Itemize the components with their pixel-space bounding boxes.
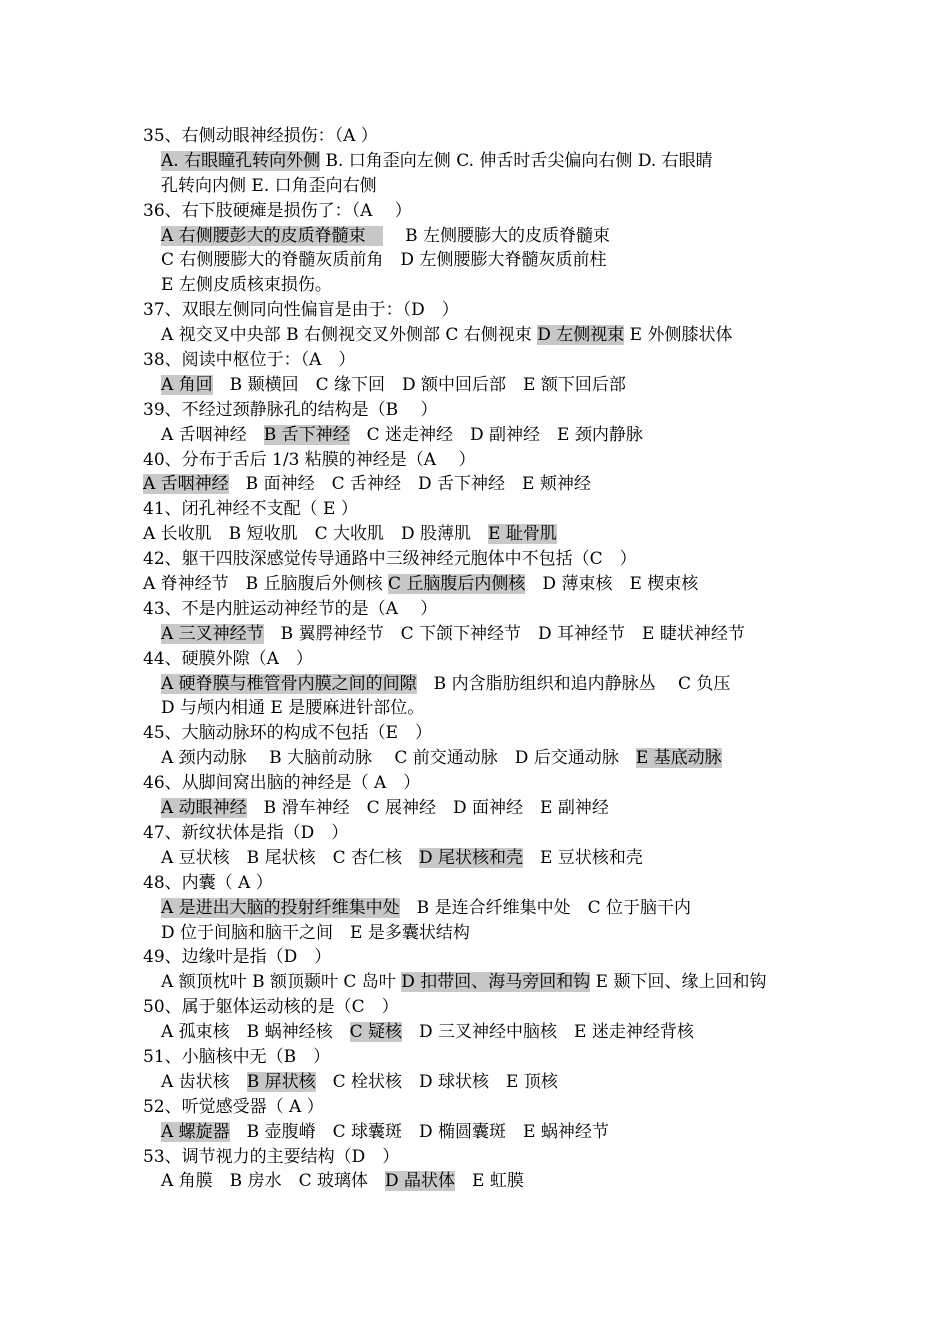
text-line: [143, 224, 813, 249]
text-line: [143, 373, 813, 398]
text-segment: B 滑车神经 C 展神经 D 面神经 E 副神经: [246, 798, 609, 819]
text-segment: C 迷走神经 D 副神经 E 颈内静脉: [349, 424, 643, 445]
text-line: [143, 970, 813, 995]
text-line: [143, 696, 813, 721]
highlighted-answer: C 丘脑腹后内侧核: [387, 574, 526, 595]
text-segment: C 右侧腰膨大的脊髓灰质前角 D 左侧腰膨大脊髓灰质前柱: [161, 250, 607, 271]
text-segment: B. 口角歪向左侧 C. 伸舌时舌尖偏向右侧 D. 右眼睛: [320, 150, 713, 171]
text-segment: A 长收肌 B 短收肌 C 大收肌 D 股薄肌: [143, 524, 489, 545]
text-segment: E 颞下回、缘上回和钩: [590, 972, 767, 993]
text-line: [143, 1070, 813, 1095]
highlighted-answer: A 螺旋器: [161, 1121, 230, 1142]
text-segment: B 面神经 C 舌神经 D 舌下神经 E 颊神经: [228, 474, 591, 495]
text-line: [143, 672, 813, 697]
text-line: [143, 323, 813, 348]
text-segment: A 齿状核: [161, 1071, 247, 1092]
highlighted-answer: A 硬脊膜与椎管骨内膜之间的间隙: [161, 673, 417, 694]
text-segment: C 栓状核 D 球状核 E 顶核: [315, 1071, 558, 1092]
text-segment: A 脊神经节 B 丘脑腹后外侧核: [143, 574, 388, 595]
text-segment: E 虹膜: [455, 1171, 524, 1192]
text-segment: 47、新纹状体是指（D ）: [143, 822, 349, 843]
text-line: [143, 622, 813, 647]
text-segment: A 舌咽神经: [161, 424, 264, 445]
text-line: [143, 597, 813, 622]
text-segment: B 左侧腰膨大的皮质脊髓束: [382, 225, 610, 246]
text-segment: 42、躯干四肢深感觉传导通路中三级神经元胞体中不包括（C ）: [143, 549, 637, 570]
text-segment: E 左侧皮质核束损伤。: [161, 275, 332, 296]
highlighted-answer: C 疑核: [349, 1022, 402, 1043]
highlighted-answer: B 舌下神经: [263, 424, 350, 445]
highlighted-answer: B 屏状核: [246, 1071, 316, 1092]
highlighted-answer: E 基底动脉: [635, 748, 722, 769]
text-segment: 51、小脑核中无（B ）: [143, 1046, 331, 1067]
highlighted-answer: A 是进出大脑的投射纤维集中处: [161, 897, 400, 918]
text-line: [143, 248, 813, 273]
text-segment: 37、双眼左侧同向性偏盲是由于：（D ）: [143, 300, 459, 321]
text-line: [143, 1145, 813, 1170]
text-segment: B 壶腹嵴 C 球囊斑 D 椭圆囊斑 E 蜗神经节: [229, 1121, 609, 1142]
text-line: [143, 871, 813, 896]
text-line: [143, 846, 813, 871]
text-line: [143, 497, 813, 522]
text-segment: A 角膜 B 房水 C 玻璃体: [161, 1171, 385, 1192]
text-segment: 38、阅读中枢位于：（A ）: [143, 350, 356, 371]
text-segment: E 豆状核和壳: [523, 847, 643, 868]
text-segment: 52、听觉感受器（ A ）: [143, 1096, 324, 1117]
highlighted-answer: D 尾状核和壳: [419, 847, 524, 868]
text-line: [143, 746, 813, 771]
text-line: [143, 1045, 813, 1070]
highlighted-answer: D 左侧视束: [537, 325, 625, 346]
text-line: [143, 348, 813, 373]
text-line: [143, 1095, 813, 1120]
text-line: [143, 796, 813, 821]
text-segment: A 视交叉中央部 B 右侧视交叉外侧部 C 右侧视束: [161, 325, 538, 346]
text-segment: 孔转向内侧 E. 口角歪向右侧: [161, 175, 377, 196]
text-line: [143, 199, 813, 224]
text-line: [143, 547, 813, 572]
text-line: [143, 124, 813, 149]
text-segment: D 与颅内相通 E 是腰麻进针部位。: [161, 698, 425, 719]
text-segment: 46、从脚间窝出脑的神经是（ A ）: [143, 773, 421, 794]
text-line: [143, 1120, 813, 1145]
highlighted-answer: A 动眼神经: [161, 798, 247, 819]
highlighted-answer: A 右侧腰彭大的皮质脊髓束: [161, 225, 383, 246]
text-segment: D 位于间脑和脑干之间 E 是多囊状结构: [161, 922, 470, 943]
highlighted-answer: A 舌咽神经: [143, 474, 229, 495]
text-segment: 49、边缘叶是指（D ）: [143, 947, 332, 968]
text-segment: D 三叉神经中脑核 E 迷走神经背核: [402, 1022, 694, 1043]
highlighted-answer: A 三叉神经节: [161, 623, 264, 644]
text-segment: 39、不经过颈静脉孔的结构是（B ）: [143, 399, 438, 420]
text-line: [143, 273, 813, 298]
text-line: [143, 298, 813, 323]
text-segment: 40、分布于舌后 1/3 粘膜的神经是（A ）: [143, 449, 476, 470]
text-line: [143, 572, 813, 597]
text-line: [143, 1169, 813, 1194]
highlighted-answer: D 晶状体: [385, 1171, 456, 1192]
text-segment: 53、调节视力的主要结构（D ）: [143, 1146, 400, 1167]
text-segment: B 内含脂肪组织和追内静脉丛 C 负压: [416, 673, 731, 694]
text-line: [143, 721, 813, 746]
text-segment: A 孤束核 B 蜗神经核: [161, 1022, 350, 1043]
text-line: [143, 945, 813, 970]
text-line: [143, 448, 813, 473]
text-line: [143, 398, 813, 423]
text-segment: D 薄束核 E 楔束核: [525, 574, 699, 595]
text-segment: 43、不是内脏运动神经节的是（A ）: [143, 598, 438, 619]
text-segment: A 豆状核 B 尾状核 C 杏仁核: [161, 847, 419, 868]
text-segment: 50、属于躯体运动核的是（C ）: [143, 997, 399, 1018]
text-line: [143, 771, 813, 796]
text-line: [143, 149, 813, 174]
text-segment: B 是连合纤维集中处 C 位于脑干内: [399, 897, 691, 918]
text-segment: E 外侧膝状体: [624, 325, 733, 346]
text-segment: 36、右下肢硬瘫是损伤了：（A ）: [143, 200, 412, 221]
text-line: [143, 821, 813, 846]
highlighted-answer: D 扣带回、海马旁回和钩: [401, 972, 591, 993]
text-line: [143, 472, 813, 497]
text-line: [143, 522, 813, 547]
text-segment: A 额顶枕叶 B 额顶颞叶 C 岛叶: [161, 972, 402, 993]
highlighted-answer: A. 右眼瞳孔转向外侧: [161, 150, 321, 171]
text-line: [143, 896, 813, 921]
text-line: [143, 174, 813, 199]
text-segment: B 颞横回 C 缘下回 D 额中回后部 E 额下回后部: [212, 374, 626, 395]
text-segment: A 颈内动脉 B 大脑前动脉 C 前交通动脉 D 后交通动脉: [161, 748, 636, 769]
text-line: [143, 647, 813, 672]
text-segment: 44、硬膜外隙（A ）: [143, 648, 313, 669]
text-segment: B 翼腭神经节 C 下颌下神经节 D 耳神经节 E 睫状神经节: [263, 623, 745, 644]
text-line: [143, 995, 813, 1020]
highlighted-answer: E 耻骨肌: [488, 524, 557, 545]
text-line: [143, 423, 813, 448]
highlighted-answer: A 角回: [161, 374, 213, 395]
text-segment: 35、右侧动眼神经损伤：（A ）: [143, 126, 378, 146]
text-segment: 45、大脑动脉环的构成不包括（E ）: [143, 723, 433, 744]
text-line: [143, 921, 813, 946]
question-list: [143, 124, 813, 1194]
text-segment: 48、内囊（ A ）: [143, 872, 273, 893]
text-line: [143, 1020, 813, 1045]
text-segment: 41、闭孔神经不支配（ E ）: [143, 499, 358, 520]
